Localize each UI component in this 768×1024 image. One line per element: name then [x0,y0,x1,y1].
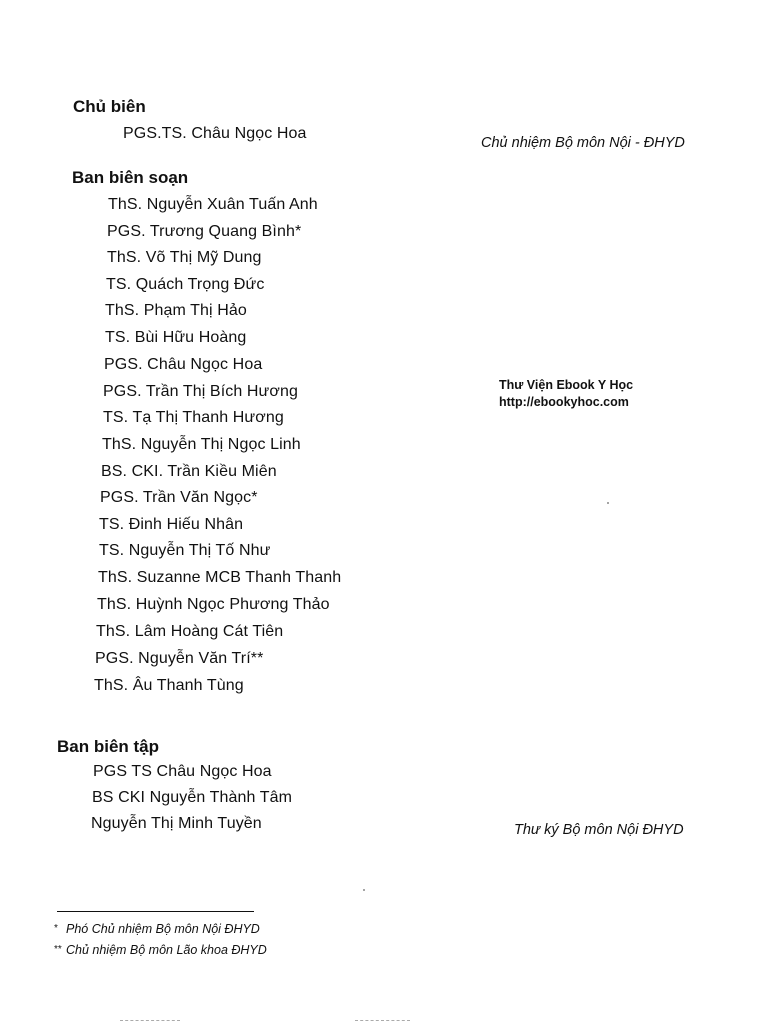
editorial-board-member: ThS. Suzanne MCB Thanh Thanh [98,569,342,586]
editorial-board-member: ThS. Âu Thanh Tùng [94,677,244,694]
editor-in-chief-role: Chủ nhiệm Bộ môn Nội - ĐHYD [481,135,685,151]
editorial-board-member: ThS. Nguyễn Xuân Tuấn Anh [108,196,318,213]
editorial-board-member: PGS. Nguyễn Văn Trí** [95,650,264,667]
editorial-board-member: ThS. Nguyễn Thị Ngọc Linh [102,436,301,453]
watermark [499,377,633,411]
watermark-url: http://ebookyhoc.com [499,395,629,409]
watermark-title: Thư Viện Ebook Y Học [499,378,634,392]
editorial-board-member: ThS. Võ Thị Mỹ Dung [107,249,262,266]
editorial-board-member: ThS. Lâm Hoàng Cát Tiên [96,623,284,640]
footnote-separator [57,911,254,912]
footnote [54,943,267,957]
editorial-board-member: TS. Nguyễn Thị Tố Như [99,542,271,559]
editor-in-chief-name: PGS.TS. Châu Ngọc Hoa [123,125,307,142]
scan-artifact-line [120,1020,180,1021]
scan-speck [363,889,365,891]
editorial-board-member: TS. Tạ Thị Thanh Hương [103,409,284,426]
footnote-text: Chủ nhiệm Bộ môn Lão khoa ĐHYD [66,943,267,957]
editorial-board-member: ThS. Phạm Thị Hảo [105,302,247,319]
footnote [54,922,260,936]
editorial-board-member: PGS. Trần Văn Ngọc* [100,489,258,506]
section-heading-editing-board: Ban biên tập [57,737,160,756]
editorial-board-member: TS. Bùi Hữu Hoàng [105,329,247,346]
scan-artifact-line [355,1020,410,1021]
editorial-board-member: BS. CKI. Trần Kiều Miên [101,463,277,480]
editing-board-member: PGS TS Châu Ngọc Hoa [93,763,272,780]
editorial-board-member: ThS. Huỳnh Ngọc Phương Thảo [97,596,330,613]
footnote-text: Phó Chủ nhiệm Bộ môn Nội ĐHYD [66,922,260,936]
editorial-board-member: PGS. Trương Quang Bình* [107,223,302,240]
scan-speck [607,502,609,504]
editorial-board-member: TS. Đinh Hiếu Nhân [99,516,244,533]
editing-board-role: Thư ký Bộ môn Nội ĐHYD [514,822,684,838]
footnote-mark: * [54,923,58,934]
section-heading-editorial-board: Ban biên soạn [72,168,189,187]
section-heading-editor-in-chief: Chủ biên [73,97,146,116]
editorial-board-member: PGS. Trần Thị Bích Hương [103,383,298,400]
footnote-mark: ** [54,944,62,955]
editing-board-member: Nguyễn Thị Minh Tuyền [91,815,262,832]
editorial-board-member: TS. Quách Trọng Đức [106,276,265,293]
editing-board-member: BS CKI Nguyễn Thành Tâm [92,789,293,806]
editorial-board-member: PGS. Châu Ngọc Hoa [104,356,263,373]
